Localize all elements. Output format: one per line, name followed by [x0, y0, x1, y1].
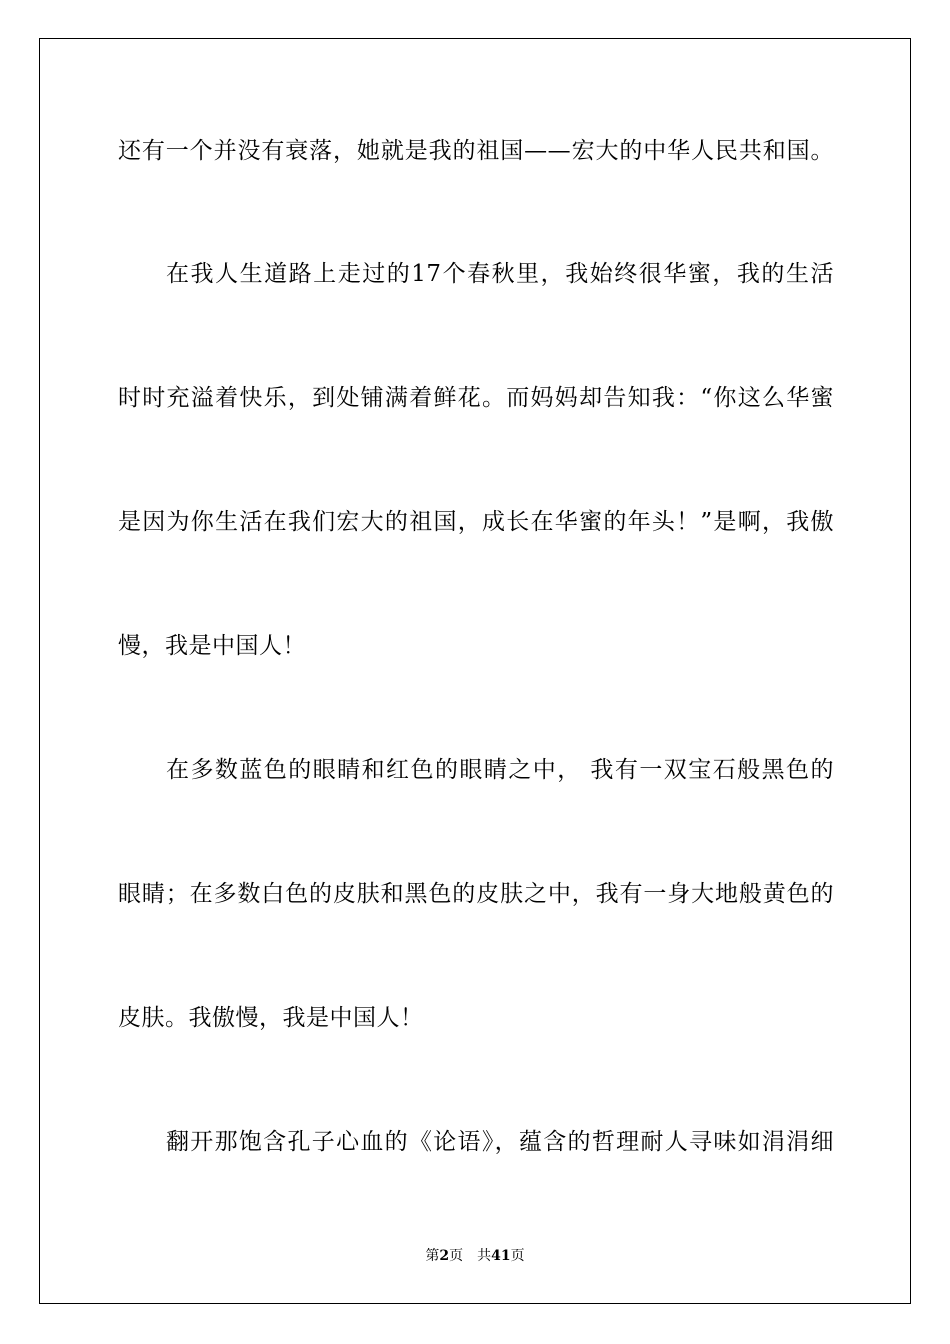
footer-total-pages: 41 — [491, 1248, 511, 1264]
page-footer — [0, 1246, 950, 1266]
text-line-4: 是因为你生活在我们宏大的祖国，成长在华蜜的年头！”是啊，我傲 — [118, 509, 834, 535]
text-line-7: 眼睛；在多数白色的皮肤和黑色的皮肤之中，我有一身大地般黄色的 — [118, 881, 834, 907]
text-line-9: 翻开那饱含孔子心血的《论语》，蕴含的哲理耐人寻味如涓涓细 — [166, 1129, 834, 1155]
text-line-5: 慢，我是中国人！ — [118, 633, 306, 659]
text-line-2: 在我人生道路上走过的17个春秋里，我始终很华蜜，我的生活 — [166, 261, 834, 287]
text-line-6: 在多数蓝色的眼睛和红色的眼睛之中， 我有一双宝石般黑色的 — [166, 757, 834, 783]
page-border — [39, 38, 911, 1304]
text-line-1: 还有一个并没有衰落，她就是我的祖国——宏大的中华人民共和国。 — [118, 138, 834, 164]
footer-total-prefix: 共 — [477, 1248, 492, 1264]
footer-page-suffix: 页 — [449, 1248, 464, 1264]
text-line-8: 皮肤。我傲慢，我是中国人！ — [118, 1005, 424, 1031]
footer-total-suffix: 页 — [510, 1248, 525, 1264]
footer-page-prefix: 第 — [425, 1248, 440, 1264]
text-line-3: 时时充溢着快乐，到处铺满着鲜花。而妈妈却告知我：“你这么华蜜 — [118, 385, 834, 411]
footer-page-number: 2 — [439, 1248, 450, 1264]
